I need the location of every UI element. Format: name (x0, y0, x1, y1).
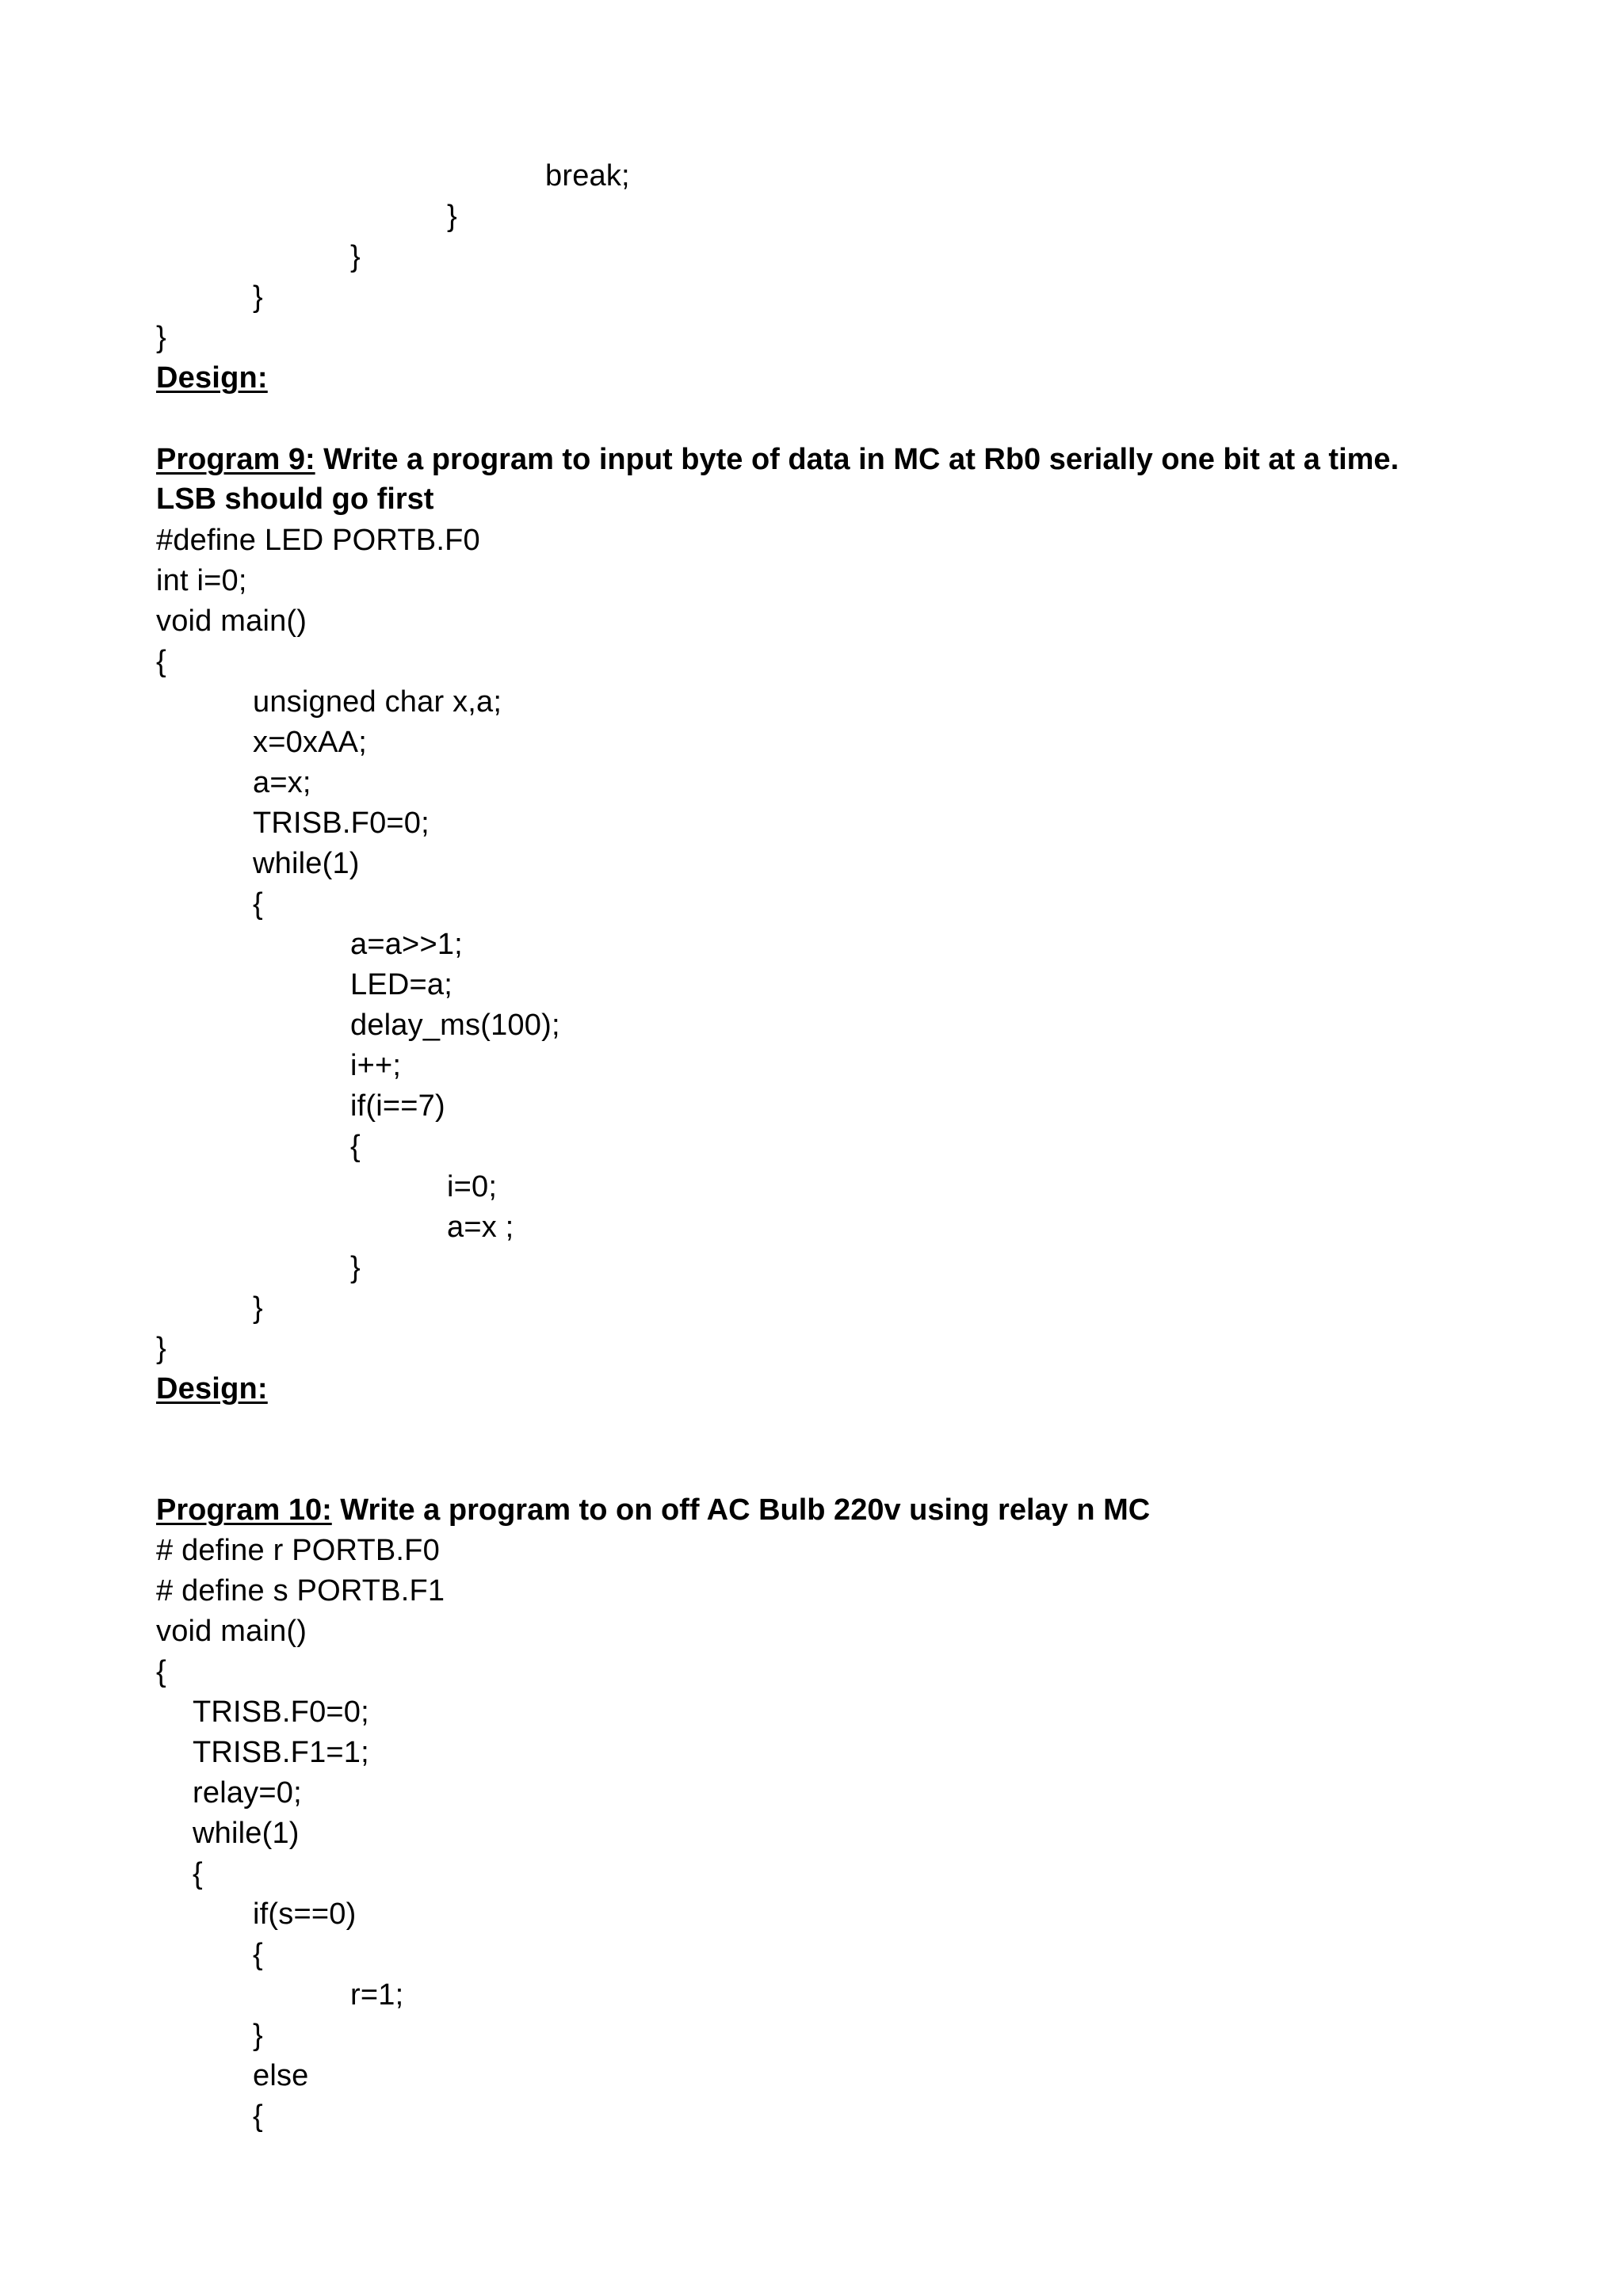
code-line: if(s==0) (253, 1897, 357, 1931)
program-9-label: Program 9: (156, 443, 315, 476)
code-line: while(1) (253, 847, 360, 880)
program-10-title: Write a program to on off AC Bulb 220v using relay n MC (331, 1493, 1151, 1527)
code-line: } (156, 1332, 166, 1365)
program-10-heading (156, 1490, 1456, 1530)
code-line: TRISB.F0=0; (253, 807, 430, 840)
code-line: i++; (350, 1049, 402, 1082)
code-line: int i=0; (156, 564, 247, 597)
program-10-label: Program 10: (156, 1493, 332, 1527)
design-heading: Design: (156, 361, 268, 395)
code-line: if(i==7) (350, 1089, 445, 1123)
code-line: a=a>>1; (350, 928, 463, 961)
code-line: a=x; (253, 766, 311, 799)
code-line: TRISB.F1=1; (193, 1736, 369, 1769)
code-line: { (156, 645, 166, 678)
code-line: } (350, 1251, 361, 1284)
code-line: { (193, 1857, 203, 1890)
design-heading: Design: (156, 1372, 268, 1405)
code-line: } (350, 240, 361, 273)
code-line: } (156, 321, 166, 354)
code-line: } (253, 1291, 263, 1325)
code-line: #define LED PORTB.F0 (156, 524, 480, 557)
program-9-title: Write a program to input byte of data in MC at Rb0 serially one bit at a time. LSB should go first (156, 443, 1400, 516)
code-line: { (350, 1130, 361, 1163)
code-line: LED=a; (350, 968, 453, 1001)
code-line: void main() (156, 605, 307, 638)
code-line: { (253, 2100, 263, 2133)
code-line: # define r PORTB.F0 (156, 1534, 440, 1567)
code-line: delay_ms(100); (350, 1009, 560, 1042)
program-9-heading (156, 440, 1456, 519)
code-line: { (253, 887, 263, 921)
code-line: unsigned char x,a; (253, 685, 502, 719)
code-line: relay=0; (193, 1776, 302, 1810)
code-line: i=0; (447, 1170, 498, 1203)
code-line: x=0xAA; (253, 726, 367, 759)
code-line: a=x ; (447, 1211, 514, 1244)
code-line: TRISB.F0=0; (193, 1695, 369, 1729)
code-line: { (156, 1655, 166, 1688)
code-line: } (253, 280, 263, 314)
code-line: # define s PORTB.F1 (156, 1574, 445, 1608)
code-line: } (253, 2019, 263, 2052)
code-line: { (253, 1938, 263, 1971)
code-line: } (447, 200, 457, 233)
code-line: r=1; (350, 1978, 404, 2012)
code-line: while(1) (193, 1817, 300, 1850)
code-line: break; (545, 159, 630, 193)
code-line: else (253, 2059, 309, 2092)
code-line: void main() (156, 1615, 307, 1648)
